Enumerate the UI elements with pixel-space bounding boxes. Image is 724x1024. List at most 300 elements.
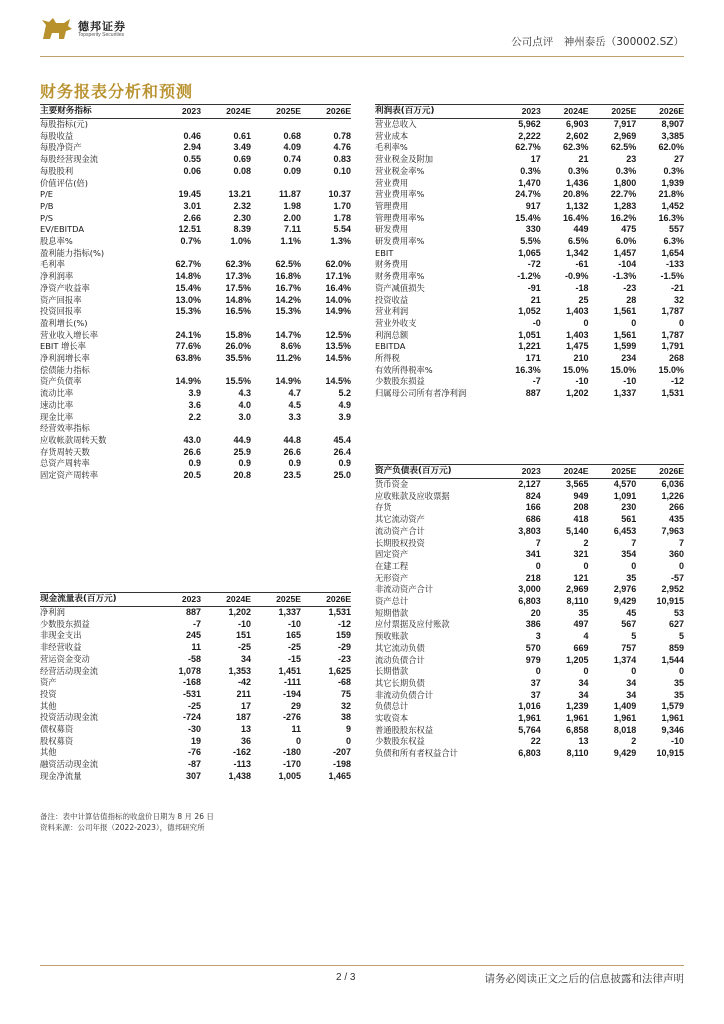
- cell-value: 208: [573, 502, 589, 513]
- cell-value: [251, 318, 301, 330]
- cell-value: 561: [621, 514, 637, 525]
- table-row: [375, 376, 684, 388]
- cell-value: 3,565: [565, 479, 589, 489]
- cell-value: 0.08: [233, 165, 251, 176]
- cell-value: 7.11: [283, 224, 301, 235]
- cell-value: 9,346: [661, 724, 684, 735]
- cell-value: -133: [665, 259, 684, 270]
- cell-value: 11.2%: [275, 353, 301, 364]
- cell-value: 1,457: [613, 247, 637, 258]
- cell-value: 14.7%: [275, 329, 301, 340]
- row-label: 融资活动现金流: [40, 759, 99, 770]
- cell-value: 3.3: [288, 411, 301, 422]
- year-header: 2024E: [201, 593, 251, 607]
- table-row: [375, 596, 684, 608]
- row-label: 每股净资产: [40, 142, 82, 153]
- cell-value: 7: [631, 537, 637, 548]
- cell-value: 15.0%: [658, 364, 684, 375]
- cell-value: 34: [626, 677, 637, 688]
- cell-value: 21.8%: [658, 189, 684, 200]
- cell-value: [251, 248, 301, 260]
- row-label: 净利润增长率: [40, 353, 90, 364]
- row-label: 资产回报率: [40, 294, 82, 305]
- table-row: [375, 491, 684, 503]
- cell-value: 2.66: [183, 212, 201, 223]
- cell-value: 62.5%: [275, 259, 301, 270]
- cell-value: 5.54: [333, 224, 351, 235]
- cell-value: 0: [678, 317, 684, 328]
- row-label: 现金比率: [40, 411, 74, 422]
- cell-value: -23: [623, 282, 637, 293]
- cell-value: -0.9%: [564, 271, 589, 282]
- cell-value: 17.1%: [325, 271, 351, 282]
- year-header: 2024E: [541, 465, 589, 479]
- table-row: [40, 689, 351, 701]
- row-label: 资产: [40, 677, 57, 688]
- cell-value: [301, 318, 351, 330]
- cell-value: [201, 365, 251, 377]
- table-row: [40, 131, 351, 143]
- cell-value: 17: [240, 700, 251, 711]
- cell-value: 6,858: [565, 724, 589, 735]
- cell-value: 4.0: [238, 399, 251, 410]
- year-header: 2023: [151, 593, 201, 607]
- year-header: 2025E: [251, 105, 301, 119]
- cell-value: 2.30: [233, 212, 251, 223]
- cell-value: -61: [575, 259, 589, 270]
- table-row: [375, 736, 684, 748]
- table-row: [40, 166, 351, 178]
- cell-value: -91: [527, 282, 541, 293]
- cell-value: 43.0: [183, 434, 201, 445]
- table-row: [40, 142, 351, 154]
- table-row: [40, 224, 351, 236]
- cell-value: -21: [670, 282, 684, 293]
- row-label: 其他: [40, 700, 57, 711]
- row-label: 资产总计: [375, 596, 409, 607]
- cell-value: [151, 248, 201, 260]
- row-label: EV/EBITDA: [40, 224, 85, 235]
- cell-value: 1,452: [661, 200, 684, 211]
- cell-value: 3.9: [338, 411, 351, 422]
- cell-value: -23: [337, 653, 351, 664]
- cell-value: 321: [573, 549, 589, 560]
- cell-value: -1.3%: [612, 271, 637, 282]
- cell-value: 26.6: [183, 446, 201, 457]
- cell-value: 5,764: [518, 724, 541, 735]
- cell-value: 0: [631, 560, 637, 571]
- row-label: 每股收益: [40, 130, 74, 141]
- year-header: 2026E: [301, 593, 351, 607]
- table-row: [40, 376, 351, 388]
- cell-value: 53: [673, 607, 684, 618]
- cell-value: [151, 119, 201, 131]
- table-row: [375, 690, 684, 702]
- cell-value: -87: [187, 759, 201, 770]
- table-row: [40, 201, 351, 213]
- table-row: [40, 353, 351, 365]
- cell-value: 1,283: [613, 200, 637, 211]
- row-label: 毛利率%: [375, 142, 408, 153]
- cell-value: 1,961: [613, 713, 637, 724]
- row-label: 营业总收入: [375, 119, 417, 129]
- row-label: 研发费用率%: [375, 236, 425, 247]
- cell-value: 1,239: [565, 701, 589, 712]
- cell-value: -76: [187, 747, 201, 758]
- cell-value: 62.0%: [325, 259, 351, 270]
- row-label: 少数股东权益: [375, 736, 425, 747]
- row-label: 短期借款: [375, 607, 409, 618]
- row-label: 投资: [40, 688, 57, 699]
- cell-value: 11.87: [278, 189, 301, 200]
- table-row: [40, 341, 351, 353]
- row-label: 速动比率: [40, 399, 74, 410]
- cell-value: 25.0: [333, 470, 351, 481]
- cell-value: 9,429: [613, 596, 637, 607]
- cell-value: 1,005: [278, 770, 301, 781]
- table-row: [40, 388, 351, 400]
- cell-value: 4.76: [333, 142, 351, 153]
- row-label: 流动资产合计: [375, 525, 425, 536]
- cell-value: 1,625: [328, 665, 351, 676]
- row-label: P/S: [40, 212, 54, 223]
- cell-value: 6.5%: [567, 236, 589, 247]
- cell-value: 1.3%: [330, 236, 351, 247]
- table-row: [40, 154, 351, 166]
- cell-value: 77.6%: [175, 341, 201, 352]
- cell-value: 5.2: [338, 388, 351, 399]
- table-row: [375, 353, 684, 365]
- cell-value: [201, 423, 251, 435]
- row-label: 应收账款及应收票据: [375, 490, 450, 501]
- cell-value: 1,202: [228, 607, 251, 617]
- cell-value: 0: [535, 560, 541, 571]
- cell-value: 0.9: [188, 458, 201, 469]
- cell-value: 62.3%: [225, 259, 251, 270]
- row-label: 每股股利: [40, 165, 74, 176]
- table-row: [375, 166, 684, 178]
- table-row: [40, 248, 351, 260]
- table-row: [375, 388, 684, 400]
- cell-value: 4.3: [238, 388, 251, 399]
- table-row: [375, 678, 684, 690]
- cell-value: 0: [583, 560, 589, 571]
- cell-value: 8,110: [566, 748, 589, 759]
- table-row: [375, 271, 684, 283]
- row-label: 投资活动现金流: [40, 712, 99, 723]
- cell-value: 14.0%: [325, 294, 351, 305]
- cell-value: 0: [535, 666, 541, 677]
- cell-value: 13.21: [228, 189, 251, 200]
- cell-value: 15.4%: [515, 212, 541, 223]
- cell-value: 14.2%: [275, 294, 301, 305]
- cell-value: 3,385: [661, 130, 684, 141]
- cell-value: [151, 423, 201, 435]
- cell-value: [301, 119, 351, 131]
- cell-value: 24.1%: [175, 329, 201, 340]
- cell-value: 4.9: [338, 399, 351, 410]
- row-label: 总资产周转率: [40, 458, 90, 469]
- cell-value: 19: [190, 735, 201, 746]
- row-label: 营业费用: [375, 177, 409, 188]
- cell-value: 62.7%: [175, 259, 201, 270]
- cell-value: -207: [332, 747, 351, 758]
- cell-value: 386: [525, 619, 541, 630]
- table-row: [40, 435, 351, 447]
- cell-value: -111: [283, 677, 301, 688]
- cell-value: [301, 248, 351, 260]
- year-header: 2025E: [589, 465, 637, 479]
- table-row: [40, 736, 351, 748]
- cell-value: 1,202: [565, 388, 589, 399]
- cell-value: 16.4%: [562, 212, 589, 223]
- cell-value: 35.5%: [225, 353, 251, 364]
- cell-value: 1,337: [613, 388, 637, 399]
- cell-value: 37: [530, 689, 541, 700]
- cell-value: 0: [583, 666, 589, 677]
- cell-value: 1,531: [328, 607, 351, 617]
- cell-value: 0.3%: [520, 165, 541, 176]
- cell-value: 17.5%: [225, 282, 251, 293]
- table-row: [40, 701, 351, 713]
- cell-value: 16.4%: [325, 282, 351, 293]
- cell-value: 1,561: [613, 306, 637, 317]
- cell-value: -25: [187, 700, 201, 711]
- cell-value: 62.7%: [515, 142, 541, 153]
- year-header: 2026E: [636, 465, 684, 479]
- table-row: [40, 271, 351, 283]
- cell-value: 20.8: [233, 470, 251, 481]
- cell-value: 1,654: [661, 247, 684, 258]
- cell-value: 824: [525, 490, 541, 501]
- cell-value: 1,091: [613, 490, 637, 501]
- cell-value: 2,952: [661, 584, 684, 595]
- cell-value: 1.1%: [280, 236, 301, 247]
- cell-value: 23: [626, 154, 637, 165]
- table-row: [40, 213, 351, 225]
- cell-value: 4,570: [613, 479, 637, 489]
- cell-value: 11: [191, 642, 201, 653]
- cell-value: 0: [295, 735, 301, 746]
- cell-value: 16.7%: [275, 282, 301, 293]
- cell-value: -1.5%: [660, 271, 684, 282]
- cell-value: 0.61: [233, 130, 251, 141]
- table-row: [40, 458, 351, 470]
- cell-value: -162: [232, 747, 251, 758]
- cash-flow-statement-table: [40, 592, 351, 783]
- cell-value: 35: [626, 572, 637, 583]
- cell-value: 35: [673, 677, 684, 688]
- row-label: P/B: [40, 200, 54, 211]
- cell-value: 16.8%: [275, 271, 301, 282]
- cell-value: -25: [237, 642, 251, 653]
- table-row: [40, 470, 351, 482]
- table-row: [375, 178, 684, 190]
- footer-divider: [40, 965, 684, 966]
- cell-value: 0.55: [183, 154, 201, 165]
- cell-value: -10: [623, 376, 637, 387]
- row-label: 股权募资: [40, 735, 74, 746]
- cell-value: 307: [185, 770, 201, 781]
- cell-value: [251, 178, 301, 190]
- cell-value: -15: [287, 653, 301, 664]
- cell-value: 26.0%: [225, 341, 251, 352]
- year-header: 2026E: [636, 105, 684, 119]
- table-row: [40, 607, 351, 619]
- cell-value: 230: [621, 502, 637, 513]
- cell-value: 8.6%: [280, 341, 301, 352]
- row-label: 投资收益: [375, 294, 409, 305]
- cell-value: 211: [236, 688, 251, 699]
- row-label: 财务费用: [375, 259, 409, 270]
- row-label: 营业税金及附加: [375, 154, 434, 165]
- cell-value: 0.74: [283, 154, 301, 165]
- cell-value: 2.32: [233, 200, 251, 211]
- cell-value: -57: [670, 572, 684, 583]
- table-row: [375, 248, 684, 260]
- row-label: 资产负债率: [40, 376, 82, 387]
- row-label: 无形资产: [375, 572, 409, 583]
- table-row: [375, 748, 684, 760]
- table-row: [375, 318, 684, 330]
- row-label: 存货周转天数: [40, 446, 90, 457]
- cell-value: 268: [668, 353, 684, 364]
- row-label: 货币资金: [375, 479, 409, 489]
- cell-value: 627: [668, 619, 684, 630]
- cell-value: 121: [573, 572, 589, 583]
- cell-value: 62.0%: [658, 142, 684, 153]
- table-row: [375, 283, 684, 295]
- row-label: 每股经营现金流: [40, 154, 99, 165]
- row-label: 管理费用率%: [375, 212, 425, 223]
- cell-value: 1,800: [613, 177, 637, 188]
- cell-value: 0.3%: [615, 165, 637, 176]
- table-row: [375, 224, 684, 236]
- cell-value: 34: [240, 653, 251, 664]
- cell-value: -113: [233, 759, 251, 770]
- note-valuation-date: 备注：表中计算估值指标的收盘价日期为 8 月 26 日: [40, 812, 214, 821]
- cell-value: 15.3%: [275, 306, 301, 317]
- cell-value: 0.9: [238, 458, 251, 469]
- row-label: 营业成本: [375, 130, 409, 141]
- cell-value: -12: [670, 376, 684, 387]
- cell-value: 0: [345, 735, 351, 746]
- cell-value: 9,429: [613, 748, 637, 759]
- table-row: [40, 724, 351, 736]
- cell-value: 13.0%: [175, 294, 201, 305]
- row-label: 非流动负债合计: [375, 689, 434, 700]
- row-label: 管理费用: [375, 200, 409, 211]
- cell-value: 16.3%: [658, 212, 684, 223]
- cell-value: 449: [573, 224, 589, 235]
- row-label: 负债和所有者权益合计: [375, 748, 458, 759]
- cell-value: 4: [583, 631, 589, 642]
- cell-value: -194: [282, 688, 301, 699]
- table-header-row: [375, 465, 684, 479]
- cell-value: 1,561: [613, 329, 637, 340]
- cell-value: 1.78: [333, 212, 351, 223]
- cell-value: 36: [240, 735, 251, 746]
- cell-value: -276: [282, 712, 301, 723]
- cell-value: 0.69: [233, 154, 251, 165]
- cell-value: 14.9%: [275, 376, 301, 387]
- cell-value: -170: [282, 759, 301, 770]
- table-row: [40, 178, 351, 190]
- cell-value: 1,337: [278, 607, 301, 617]
- cell-value: 3: [535, 631, 541, 642]
- cell-value: -25: [287, 642, 301, 653]
- year-header: 2023: [493, 105, 541, 119]
- cell-value: [201, 248, 251, 260]
- row-label: 其它长期负债: [375, 677, 425, 688]
- cell-value: 23.5: [283, 470, 301, 481]
- cell-value: 1,961: [661, 713, 684, 724]
- cell-value: 0.9: [288, 458, 301, 469]
- cell-value: -7: [192, 618, 201, 629]
- table-row: [40, 771, 351, 783]
- cell-value: 2,969: [613, 130, 637, 141]
- legal-disclaimer: 请务必阅读正文之后的信息披露和法律声明: [484, 973, 684, 985]
- row-label: 股息率%: [40, 236, 73, 247]
- cell-value: 14.9%: [325, 306, 351, 317]
- table-title: 利润表(百万元): [375, 105, 493, 119]
- cell-value: 16.5%: [225, 306, 251, 317]
- table-row: [40, 747, 351, 759]
- cell-value: 35: [673, 689, 684, 700]
- cell-value: -180: [282, 747, 301, 758]
- row-label: 营业费用率%: [375, 189, 425, 200]
- row-label: 少数股东损益: [40, 618, 90, 629]
- cell-value: -0: [532, 317, 541, 328]
- cell-value: [201, 178, 251, 190]
- cell-value: 218: [525, 572, 541, 583]
- cell-value: 12.5%: [325, 329, 351, 340]
- cell-value: 32: [673, 294, 684, 305]
- table-row: [375, 119, 684, 131]
- cell-value: -104: [618, 259, 637, 270]
- cell-value: 16.3%: [515, 364, 541, 375]
- row-label: 投资回报率: [40, 306, 82, 317]
- table-row: [375, 666, 684, 678]
- cell-value: -10: [575, 376, 589, 387]
- row-label: 营运资金变动: [40, 653, 90, 664]
- row-label: 其它流动负债: [375, 642, 425, 653]
- page-number: 2 / 3: [336, 972, 356, 983]
- cell-value: -531: [182, 688, 201, 699]
- cell-value: 859: [668, 642, 684, 653]
- table-row: [40, 330, 351, 342]
- row-label: 债权募资: [40, 724, 74, 735]
- cell-value: 15.5%: [225, 376, 251, 387]
- table-row: [40, 295, 351, 307]
- cell-value: 0: [631, 666, 637, 677]
- row-label: 在建工程: [375, 560, 409, 571]
- cell-value: -72: [527, 259, 541, 270]
- cell-value: 24.7%: [515, 189, 541, 200]
- cell-value: -10: [237, 618, 251, 629]
- cell-value: 1,409: [613, 701, 637, 712]
- cell-value: 3,000: [518, 584, 541, 595]
- cell-value: 10,915: [656, 748, 684, 759]
- table-row: [40, 759, 351, 771]
- row-label: 营业利润: [375, 306, 409, 317]
- cell-value: 15.3%: [175, 306, 201, 317]
- cell-value: [201, 119, 251, 131]
- cell-value: 234: [621, 353, 637, 364]
- cell-value: 2,969: [565, 584, 589, 595]
- year-header: 2023: [151, 105, 201, 119]
- cell-value: 15.0%: [610, 364, 637, 375]
